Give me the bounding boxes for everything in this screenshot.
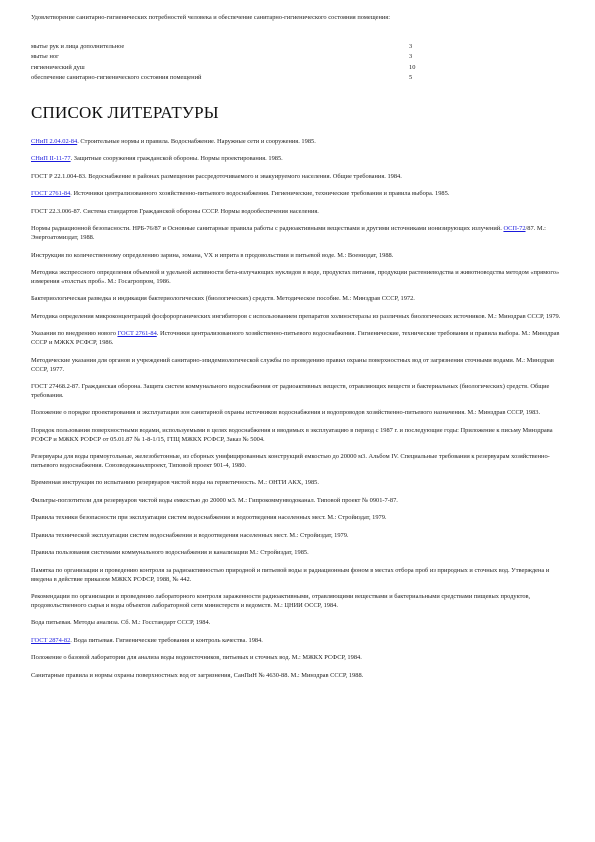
reference-item (31, 514, 569, 523)
norm-value: 10 (409, 63, 416, 71)
reference-item (31, 208, 569, 217)
reference-text-prefix: Указания по внедрению нового (31, 330, 118, 338)
reference-item (31, 190, 569, 199)
reference-item (31, 654, 569, 663)
reference-list (31, 138, 569, 689)
reference-item (31, 619, 569, 628)
norm-row (31, 73, 431, 83)
reference-text: Санитарные правила и нормы охраны поверхностных вод от загрязнения, СанПиН № 4630-88. М.: Минздрав СССР, 1988. (31, 671, 364, 679)
reference-text: Порядок пользования поверхностными водами, используемыми в целях водоснабжения и вводимых в эксплуатацию в период с 1987 г. и последующие годы: Приложение к письму Минздрава РСФСР и МЖКХ РСФСР от 05.01.87 № 1-8-1/15, ГПЦ МЖКХ РСФСР, Заказ № 5004. (31, 426, 553, 443)
standard-link[interactable]: ГОСТ 2874-82 (31, 636, 71, 644)
norm-value: 5 (409, 74, 413, 82)
reference-item (31, 295, 569, 304)
reference-item (31, 313, 569, 322)
reference-text: Методика экспрессного определения объемной и удельной активности бета-излучающих нуклидов в воде, продуктах питания, продукции растениеводства и животноводства методом «прямого» измерения «толстых проб». М.: Госагропром, 1986. (31, 269, 560, 285)
intro-paragraph: Удовлетворение санитарно-гигиенических потребностей человека и обеспечение санитарно-гигиенического состояния помещения: (31, 14, 391, 21)
reference-item (31, 427, 569, 445)
reference-text: Правила пользования системами коммунального водоснабжения и канализации М.: Стройиздат, 1985. (31, 549, 309, 557)
reference-text: . Вода питьевая. Гигиенические требования и контроль качества. 1984. (70, 636, 263, 644)
norm-label: мытье ног (31, 53, 59, 61)
reference-item (31, 453, 569, 471)
reference-text: Методические указания для органов и учреждений санитарно-эпидемиологической службы по проведению правил охраны поверхностных вод от загрязнения сточными водами. М.: Минздрав СССР, 1977. (31, 356, 554, 373)
reference-item (31, 593, 569, 611)
reference-text: Методика определения микроконцентраций фосфорорганических ингибиторов с использованием препаратов холинэстеразы из различных биологических источников. М.: Минздрав СССР, 1979. (31, 312, 561, 320)
reference-text: ГОСТ 22.3.006-87. Система стандартов Гражданской обороны СССР. Нормы водообеспечения населения. (31, 207, 319, 215)
water-norms-table (31, 42, 431, 84)
reference-text: Правила техники безопасности при эксплуатации систем водоснабжения и водоотведения населенных мест. М.: Стройиздат, 1979. (31, 514, 387, 522)
reference-item (31, 479, 569, 488)
norm-label: обеспечение санитарно-гигиенического состояния помещений (31, 74, 202, 82)
standard-link[interactable]: ГОСТ 2761-84 (117, 330, 157, 338)
standard-link[interactable]: ГОСТ 2761-84 (31, 190, 71, 198)
reference-text: Положение о порядке проектирования и эксплуатации зон санитарной охраны источников водоснабжения и водопроводов хозяйственно-питьевого назначения. М.: Минздрав СССР, 1983. (31, 409, 541, 417)
reference-item (31, 409, 569, 418)
reference-item (31, 637, 569, 646)
reference-text: Фильтры-поглотители для резервуаров чистой воды емкостью до 20000 м3. М.: Гипрокоммунводоканал. Типовой проект № 0901-7-87. (31, 496, 398, 504)
reference-item (31, 672, 569, 681)
reference-item (31, 155, 569, 164)
reference-text: Правила технической эксплуатации систем водоснабжения и водоотведения населенных мест. М.: Стройиздат, 1979. (31, 531, 349, 539)
norm-value: 3 (409, 53, 413, 61)
reference-text: Бактериологическая разведка и индикация бактериологических (биологических) средств. Методическое пособие. М.: Минздрав СССР, 1972. (31, 295, 415, 303)
standard-link[interactable]: ОСП-72 (503, 225, 526, 233)
reference-item (31, 252, 569, 261)
norm-row (31, 52, 431, 62)
reference-item (31, 383, 569, 401)
reference-item (31, 138, 569, 147)
reference-text-prefix: Нормы радиационной безопасности. НРБ-76/87 и Основные санитарные правила работы с радиоактивными веществами и другими источниками ионизирующих излучений. (31, 225, 504, 233)
bibliography-heading: СПИСОК ЛИТЕРАТУРЫ (31, 103, 219, 122)
norm-value: 3 (409, 43, 413, 50)
reference-text: Вода питьевая. Методы анализа. Сб. М.: Госстандарт СССР, 1984. (31, 619, 211, 627)
reference-text: . Защитные сооружения гражданской обороны. Нормы проектирования. 1985. (70, 155, 283, 163)
standard-link[interactable]: СНиП 2.04.02-84 (31, 138, 78, 145)
norm-row (31, 42, 431, 52)
reference-item (31, 330, 569, 348)
reference-text: Резервуары для воды прямоугольные, железобетонные, из сборных унифицированных конструкций емкостью до 20000 м3. Альбом IV. Специальные требования к резервуарам хозяйственно-питьевого водоснабжения. Союзводоканалпроект, Типовой проект 901-4, 1980. (31, 453, 550, 469)
reference-text: ГОСТ 27468.2-87. Гражданская оборона. Защита систем коммунального водоснабжения от радиоактивных веществ, отравляющих веществ и бактериальных (биологических) средств. Общие требования. (31, 383, 550, 399)
reference-text: . Источники централизованного хозяйственно-питьевого водоснабжения. Гигиенические, технические требования и правила выбора. 1985. (70, 190, 450, 198)
reference-text: Инструкция по количественному определению зарина, зомана, VX и иприта в продовольствии и питьевой воде. М.: Воениздат, 1988. (31, 251, 394, 259)
reference-text: Рекомендации по организации и проведению лабораторного контроля зараженности радиоактивными, отравляющими веществами и бактериальными средствами пищевых продуктов, продовольственного сырья и воды объектов лабораторной сети министерств и ведомств. М.: ЦНИИ ОССР, 1984. (31, 593, 531, 609)
reference-text: /87. М.: Энергоатомиздат, 1988. (31, 225, 546, 242)
reference-text: Памятка по организации и проведению контроля за радиоактивностью природной и питьевой воды и радиационным фоном в местах отбора проб из природных и сточных вод. Утверждена и введена в действие приказом МЖКХ РСФСР, 1988, № 442. (31, 566, 550, 583)
reference-item (31, 269, 569, 287)
reference-text: . Источники централизованного хозяйственно-питьевого водоснабжения. Гигиенические, технические требования и правила выбора. М.: Минздрав СССР и МЖКХ РСФСР, 1986. (31, 330, 560, 347)
reference-item (31, 497, 569, 506)
reference-text: Положение о базовой лаборатории для анализа воды водоисточников, питьевых и сточных вод. М.: МЖКХ РСФСР, 1984. (31, 654, 362, 662)
reference-item (31, 567, 569, 585)
reference-text: Временная инструкция по испытанию резервуаров чистой воды на герметичность. М.: ОНТИ АКХ, 1985. (31, 479, 319, 487)
reference-item (31, 173, 569, 182)
standard-link[interactable]: СНиП II-11-77 (31, 155, 71, 163)
reference-text: ГОСТ Р 22.1.004-83. Водоснабжение в районах размещения рассредоточиваемого и эвакуируемого населения. Общие требования. 1984. (31, 172, 402, 180)
reference-item (31, 532, 569, 541)
norm-row (31, 63, 431, 73)
norm-label: мытье рук и лица дополнительное (31, 43, 125, 50)
reference-item (31, 225, 569, 243)
norm-label: гигиенический душ (31, 63, 85, 71)
reference-text: . Строительные нормы и правила. Водоснабжение. Наружные сети и сооружения. 1985. (77, 138, 316, 145)
reference-item (31, 357, 569, 375)
reference-item (31, 549, 569, 558)
